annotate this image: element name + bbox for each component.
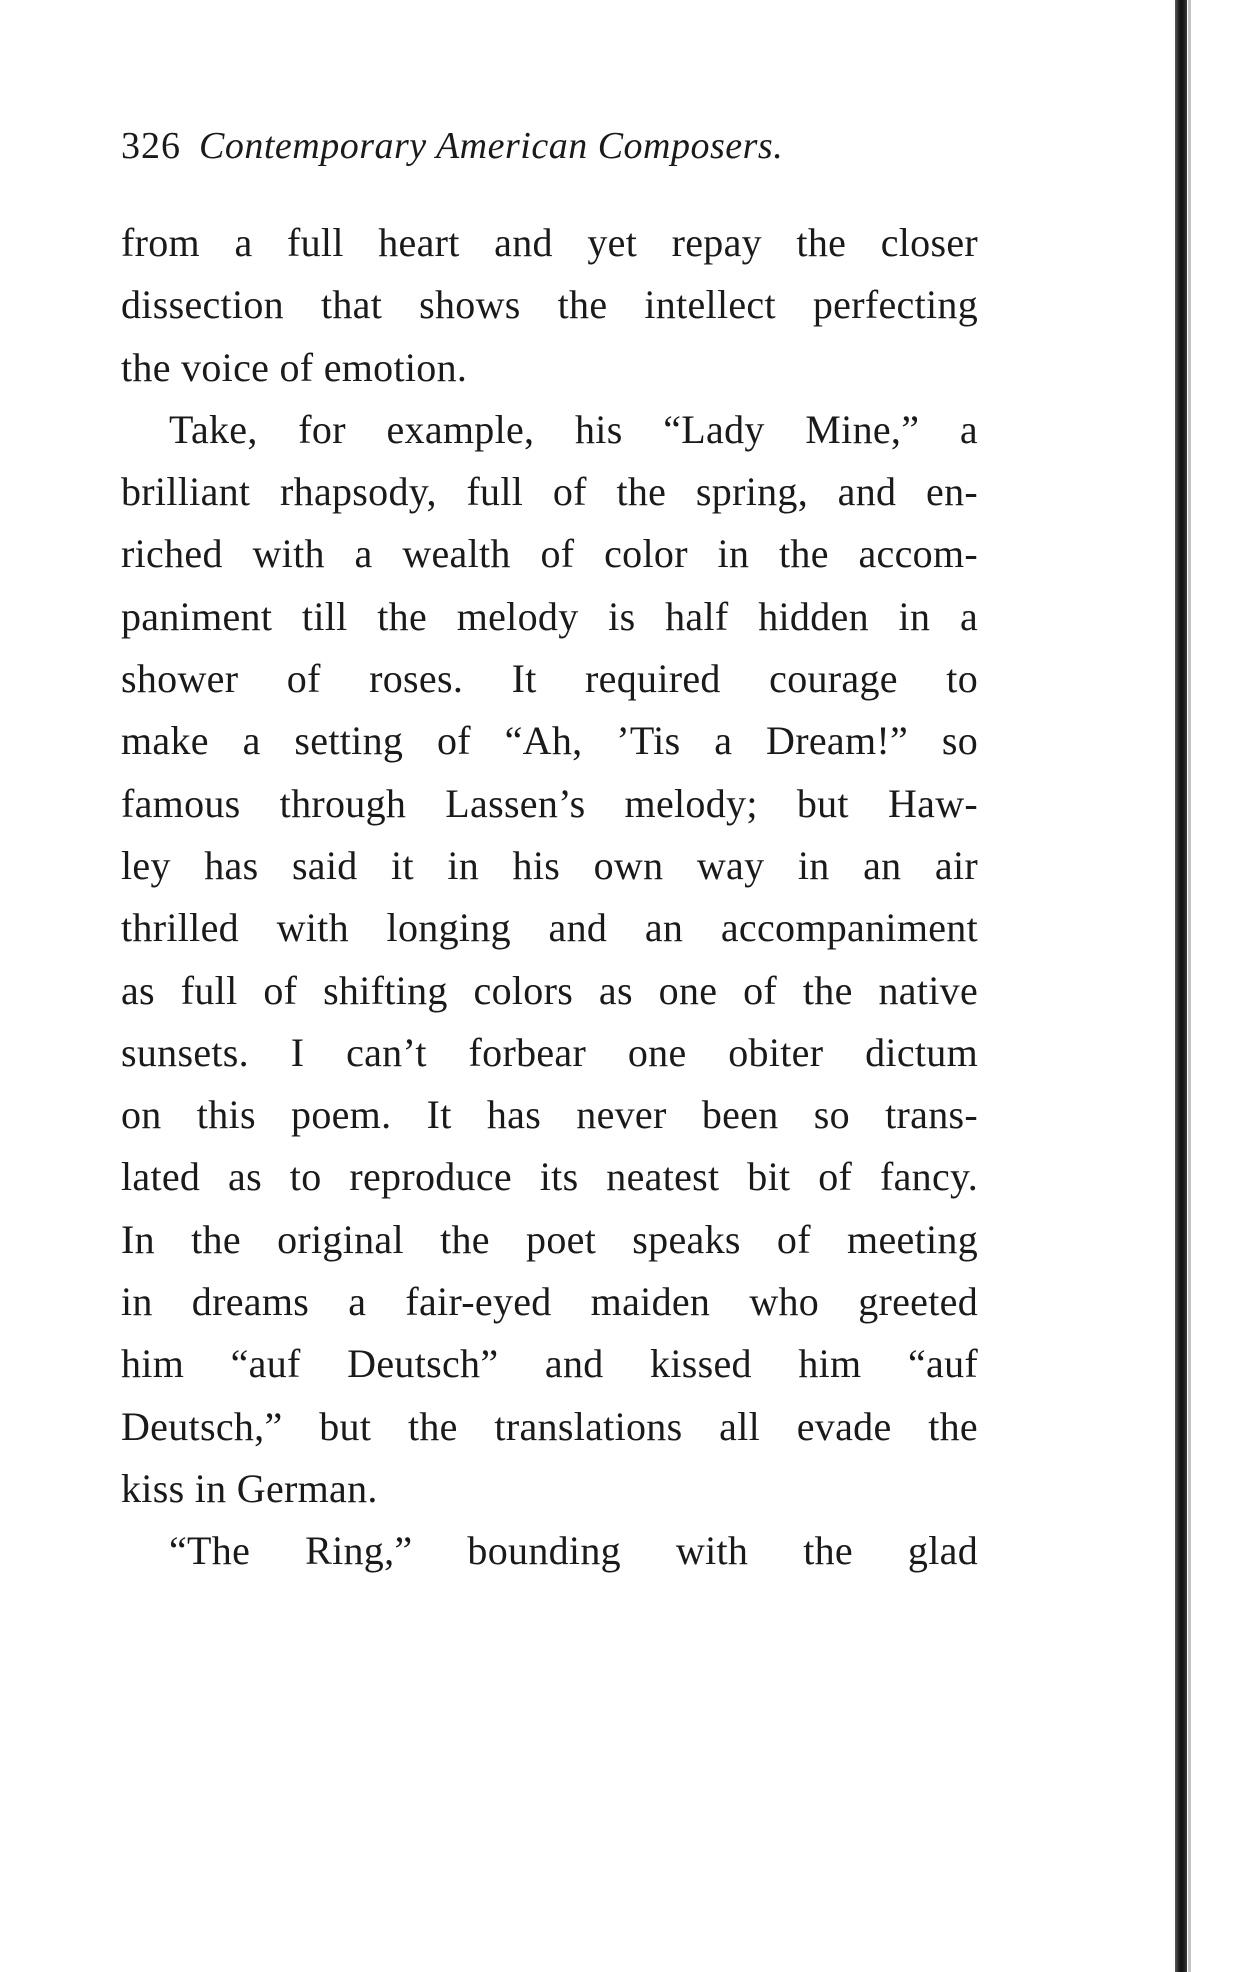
text-line: dissection that shows the intellect perfecting xyxy=(121,282,978,328)
text-line: make a setting of “Ah, ’Tis a Dream!” so xyxy=(121,718,978,764)
running-head xyxy=(121,122,783,170)
text-line: in dreams a fair-eyed maiden who greeted xyxy=(121,1279,978,1325)
text-line: ley has said it in his own way in an air xyxy=(121,842,978,888)
text-line: “The Ring,” bounding with the glad xyxy=(169,1528,978,1574)
text-line: from a full heart and yet repay the closer xyxy=(121,220,978,265)
text-line: him “auf Deutsch” and kissed him “auf xyxy=(121,1341,978,1387)
text-line: In the original the poet speaks of meeting xyxy=(121,1216,978,1262)
text-line: Take, for example, his “Lady Mine,” a xyxy=(169,406,978,452)
text-line: shower of roses. It required courage to xyxy=(121,656,978,702)
text-line: the voice of emotion. xyxy=(121,344,468,390)
body-text xyxy=(121,212,978,1583)
text-line: riched with a wealth of color in the accom- xyxy=(121,531,978,577)
page-number: 326 xyxy=(121,125,181,167)
text-line: lated as to reproduce its neatest bit of fancy. xyxy=(121,1154,978,1200)
text-line: Deutsch,” but the translations all evade the xyxy=(121,1403,978,1449)
text-line: thrilled with longing and an accompaniment xyxy=(121,905,978,951)
text-line: on this poem. It has never been so trans- xyxy=(121,1092,978,1138)
text-line: kiss in German. xyxy=(121,1465,378,1511)
text-line: as full of shifting colors as one of the native xyxy=(121,967,978,1013)
text-line: paniment till the melody is half hidden in a xyxy=(121,593,978,639)
text-line: sunsets. I can’t forbear one obiter dictum xyxy=(121,1029,978,1075)
running-title: Contemporary American Composers. xyxy=(199,125,784,167)
text-line: brilliant rhapsody, full of the spring, and en- xyxy=(121,469,978,515)
text-line: famous through Lassen’s melody; but Haw- xyxy=(121,780,978,826)
binding-shadow xyxy=(1175,0,1187,1972)
binding-edge-highlight xyxy=(1188,0,1191,1972)
